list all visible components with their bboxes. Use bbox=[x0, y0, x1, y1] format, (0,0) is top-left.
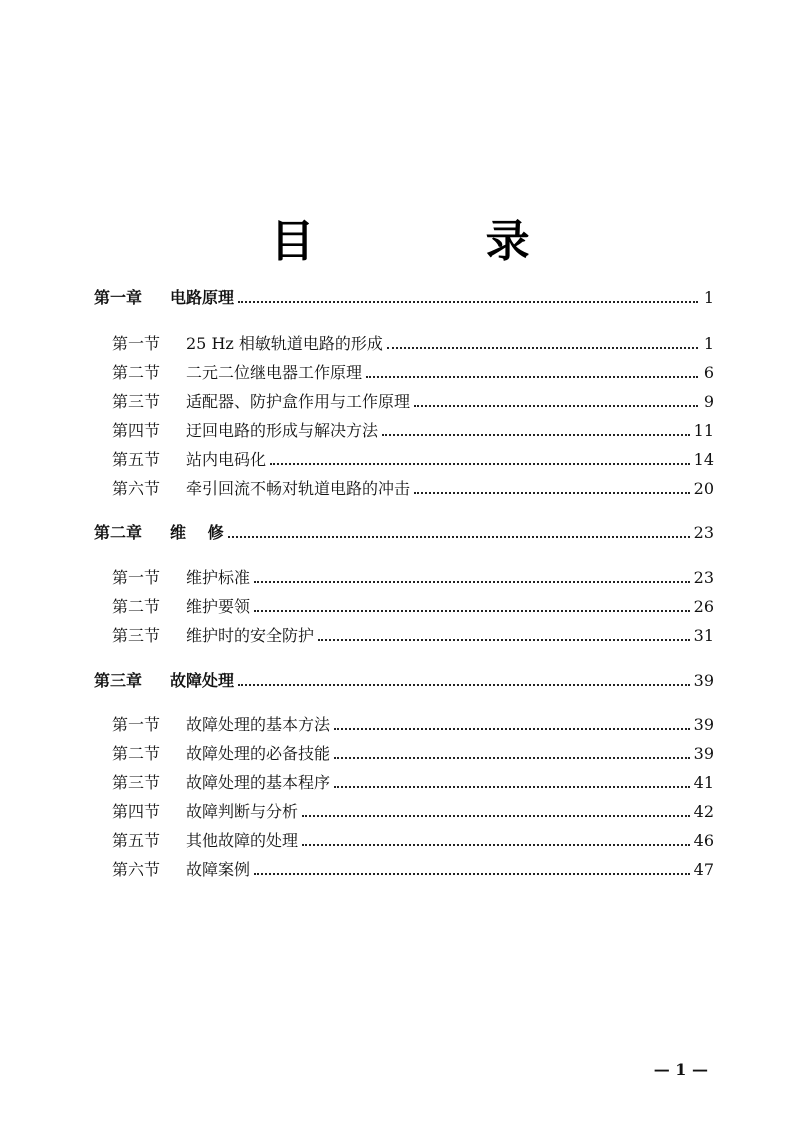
toc-section[interactable] bbox=[112, 357, 714, 383]
chapter-title: 故障处理 bbox=[170, 671, 235, 690]
page-number: 47 bbox=[693, 860, 714, 879]
page-number: 11 bbox=[693, 421, 714, 440]
section-label: 第四节 bbox=[112, 421, 161, 440]
page-number: 39 bbox=[693, 744, 714, 763]
toc-section[interactable] bbox=[112, 444, 714, 470]
leader-dots bbox=[302, 843, 690, 846]
toc-chapter-2[interactable] bbox=[94, 517, 714, 543]
section-title: 维护要领 bbox=[186, 597, 251, 616]
page-number: 39 bbox=[693, 715, 714, 734]
page-number: 1 bbox=[703, 288, 714, 307]
toc-section[interactable] bbox=[112, 386, 714, 412]
leader-dots bbox=[414, 491, 690, 494]
toc-chapter-3[interactable] bbox=[94, 665, 714, 691]
toc-section[interactable] bbox=[112, 767, 714, 793]
page-number: 9 bbox=[703, 392, 714, 411]
leader-dots bbox=[334, 727, 690, 730]
section-label: 第一节 bbox=[112, 715, 161, 734]
chapter-title: 电路原理 bbox=[170, 288, 235, 307]
section-title: 故障处理的基本程序 bbox=[186, 773, 331, 792]
toc-section[interactable] bbox=[112, 415, 714, 441]
toc-section[interactable] bbox=[112, 796, 714, 822]
section-label: 第二节 bbox=[112, 363, 161, 382]
toc-section[interactable] bbox=[112, 738, 714, 764]
page-number: 46 bbox=[693, 831, 714, 850]
chapter-label: 第二章 bbox=[94, 523, 143, 542]
section-label: 第三节 bbox=[112, 392, 161, 411]
section-label: 第一节 bbox=[112, 568, 161, 587]
section-title: 适配器、防护盒作用与工作原理 bbox=[186, 392, 411, 411]
leader-dots bbox=[254, 580, 690, 583]
toc-section[interactable] bbox=[112, 328, 714, 354]
section-title: 迂回电路的形成与解决方法 bbox=[186, 421, 379, 440]
leader-dots bbox=[302, 814, 690, 817]
page-footer-number: — 1 — bbox=[653, 1060, 708, 1079]
leader-dots bbox=[318, 638, 690, 641]
section-title: 站内电码化 bbox=[186, 450, 267, 469]
leader-dots bbox=[254, 872, 690, 875]
section-title: 其他故障的处理 bbox=[186, 831, 299, 850]
leader-dots bbox=[238, 300, 698, 303]
section-title: 维护标准 bbox=[186, 568, 251, 587]
section-title: 维护时的安全防护 bbox=[186, 626, 315, 645]
page-number: 26 bbox=[693, 597, 714, 616]
section-title: 二元二位继电器工作原理 bbox=[186, 363, 363, 382]
page-number: 14 bbox=[693, 450, 714, 469]
page-number: 39 bbox=[693, 671, 714, 690]
leader-dots bbox=[414, 404, 698, 407]
leader-dots bbox=[238, 683, 690, 686]
leader-dots bbox=[334, 756, 690, 759]
section-label: 第三节 bbox=[112, 626, 161, 645]
toc-section[interactable] bbox=[112, 562, 714, 588]
toc-section[interactable] bbox=[112, 473, 714, 499]
page-number: 31 bbox=[693, 626, 714, 645]
section-title: 故障案例 bbox=[186, 860, 251, 879]
leader-dots bbox=[382, 433, 690, 436]
toc-section[interactable] bbox=[112, 825, 714, 851]
page-title: 目 录 bbox=[270, 216, 608, 267]
section-label: 第一节 bbox=[112, 334, 161, 353]
page-number: 6 bbox=[703, 363, 714, 382]
chapter-label: 第一章 bbox=[94, 288, 143, 307]
leader-dots bbox=[366, 375, 698, 378]
section-label: 第五节 bbox=[112, 831, 161, 850]
page-number: 1 bbox=[703, 334, 714, 353]
page-number: 23 bbox=[693, 523, 714, 542]
section-title: 故障判断与分析 bbox=[186, 802, 299, 821]
section-label: 第二节 bbox=[112, 597, 161, 616]
chapter-title: 维 修 bbox=[170, 523, 224, 542]
toc-section[interactable] bbox=[112, 620, 714, 646]
leader-dots bbox=[254, 609, 690, 612]
page-number: 41 bbox=[693, 773, 714, 792]
page-number: 42 bbox=[693, 802, 714, 821]
toc-section[interactable] bbox=[112, 854, 714, 880]
section-label: 第四节 bbox=[112, 802, 161, 821]
leader-dots bbox=[387, 346, 698, 349]
section-title: 牵引回流不畅对轨道电路的冲击 bbox=[186, 479, 411, 498]
section-label: 第二节 bbox=[112, 744, 161, 763]
toc-chapter-1[interactable] bbox=[94, 282, 714, 308]
section-label: 第三节 bbox=[112, 773, 161, 792]
page-number: 23 bbox=[693, 568, 714, 587]
section-label: 第六节 bbox=[112, 860, 161, 879]
leader-dots bbox=[334, 785, 690, 788]
toc-section[interactable] bbox=[112, 709, 714, 735]
section-title: 故障处理的必备技能 bbox=[186, 744, 331, 763]
chapter-label: 第三章 bbox=[94, 671, 143, 690]
page-number: 20 bbox=[693, 479, 714, 498]
leader-dots bbox=[228, 535, 690, 538]
leader-dots bbox=[270, 462, 690, 465]
toc-section[interactable] bbox=[112, 591, 714, 617]
section-title: 25 Hz 相敏轨道电路的形成 bbox=[186, 334, 383, 353]
section-label: 第五节 bbox=[112, 450, 161, 469]
section-label: 第六节 bbox=[112, 479, 161, 498]
section-title: 故障处理的基本方法 bbox=[186, 715, 331, 734]
